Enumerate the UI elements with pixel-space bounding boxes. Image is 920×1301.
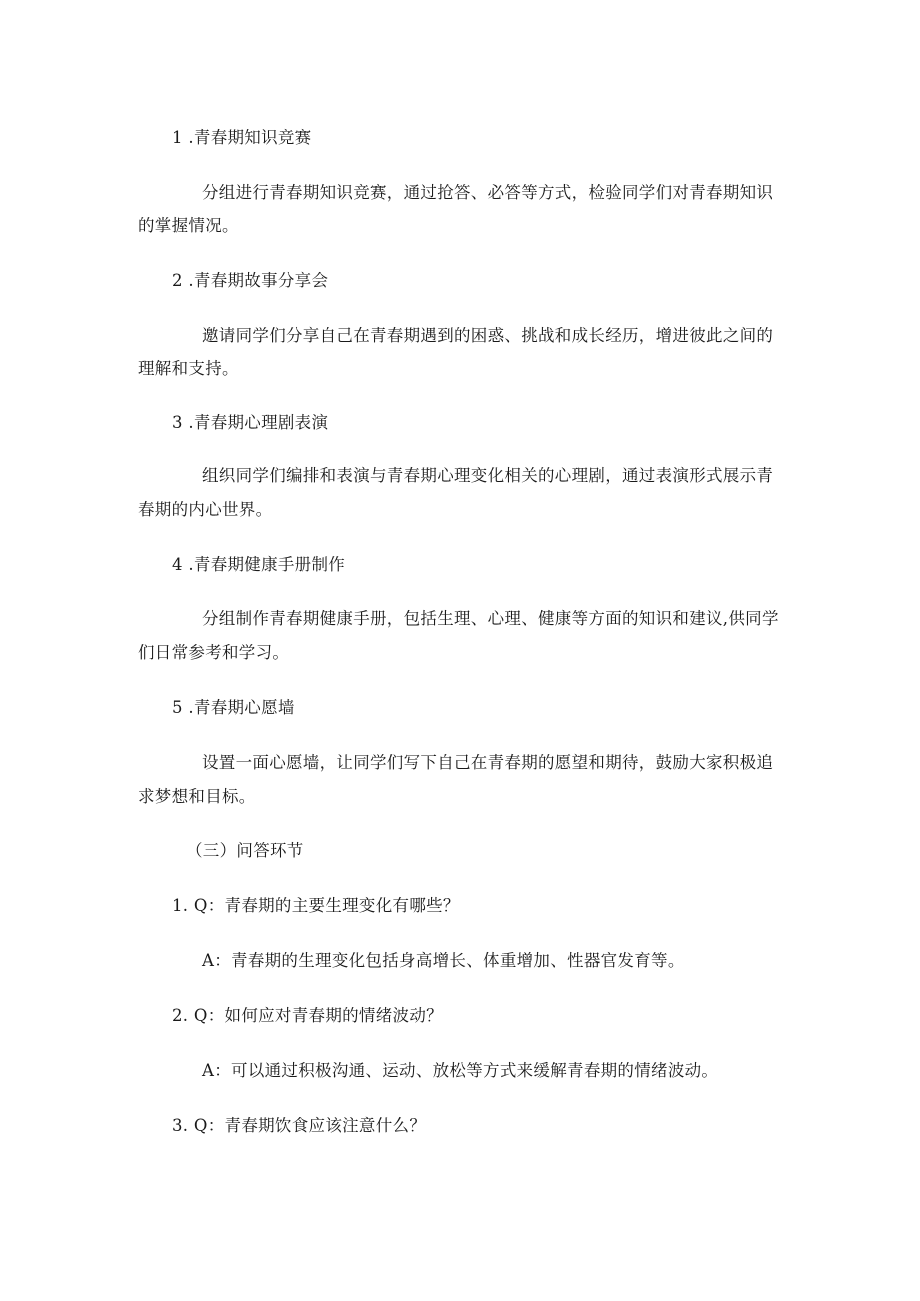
item-paragraph-line: 分组进行青春期知识竞赛，通过抢答、必答等方式，检验同学们对青春期知识 (202, 183, 774, 202)
item-heading: 3 .青春期心理剧表演 (172, 413, 329, 432)
qa-question: 2. Q：如何应对青春期的情绪波动？ (172, 1006, 443, 1025)
item-paragraph-line: 理解和支持。 (138, 359, 239, 378)
qa-question: 1. Q：青春期的主要生理变化有哪些？ (172, 896, 460, 915)
item-paragraph-line: 分组制作青春期健康手册，包括生理、心理、健康等方面的知识和建议,供同学 (202, 609, 779, 628)
item-paragraph-line: 组织同学们编排和表演与青春期心理变化相关的心理剧，通过表演形式展示青 (202, 466, 774, 485)
item-heading: 5 .青春期心愿墙 (172, 698, 295, 717)
item-paragraph-line: 求梦想和目标。 (138, 787, 256, 806)
item-paragraph-line: 邀请同学们分享自己在青春期遇到的困惑、挑战和成长经历，增进彼此之间的 (202, 326, 774, 345)
item-heading: 4 .青春期健康手册制作 (172, 555, 346, 574)
section-title: （三）问答环节 (186, 841, 304, 860)
qa-answer: A：青春期的生理变化包括身高增长、体重增加、性器官发育等。 (202, 951, 685, 970)
item-paragraph-line: 春期的内心世界。 (138, 500, 273, 519)
item-paragraph-line: 设置一面心愿墙，让同学们写下自己在青春期的愿望和期待，鼓励大家积极追 (202, 753, 774, 772)
item-paragraph-line: 的掌握情况。 (138, 216, 239, 235)
item-paragraph-line: 们日常参考和学习。 (138, 643, 290, 662)
qa-answer: A：可以通过积极沟通、运动、放松等方式来缓解青春期的情绪波动。 (202, 1061, 719, 1080)
item-heading: 1 .青春期知识竞赛 (172, 128, 312, 147)
qa-question: 3. Q：青春期饮食应该注意什么？ (172, 1116, 427, 1135)
item-heading: 2 .青春期故事分享会 (172, 271, 329, 290)
